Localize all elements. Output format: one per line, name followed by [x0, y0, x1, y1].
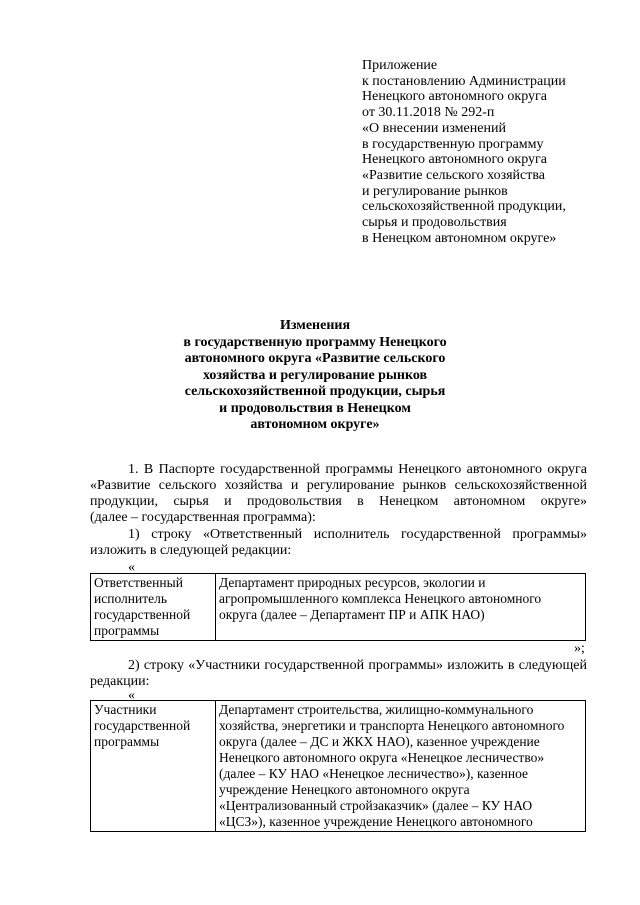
appendix-line: и регулирование рынков [362, 183, 508, 199]
appendix-line: в государственную программу [362, 136, 544, 152]
appendix-line: в Ненецком автономном округе» [362, 230, 557, 246]
paragraph-line: «Развитие сельского хозяйства и регулирование рынков сельскохозяйственной [90, 478, 587, 493]
paragraph-line: 2) строку «Участники государственной программы» изложить в следующей [128, 658, 587, 673]
item-1-paragraph [90, 527, 587, 559]
appendix-line: Ненецкого автономного округа [362, 152, 547, 168]
section-1-paragraph [90, 462, 587, 526]
appendix-header [362, 58, 632, 246]
item-2-paragraph [90, 658, 587, 690]
quote-close-mark: »; [574, 641, 585, 656]
item-1-table [90, 573, 586, 641]
title-line: автономного округа «Развитие сельского [184, 351, 446, 366]
paragraph-line: продукции, сырья и продовольствия в Ненецком автономном округе» [90, 494, 587, 509]
appendix-line: сырья и продовольствия [362, 215, 507, 231]
title-line: Изменения [279, 318, 351, 333]
appendix-line: к постановлению Администрации [362, 73, 566, 89]
table-cell-value: Департамент природных ресурсов, экологии и агропромышленного комплекса Ненецкого автономного округа (далее – Департамент ПР и АПК НАО) [216, 574, 586, 641]
appendix-line: Приложение [362, 58, 438, 73]
quote-open-mark: « [128, 688, 135, 703]
paragraph-line: 1. В Паспорте государственной программы Ненецкого автономного округа [128, 462, 587, 477]
appendix-line: «О внесении изменений [362, 120, 506, 136]
appendix-line: сельскохозяйственной продукции, [362, 199, 566, 215]
title-line: сельскохозяйственной продукции, сырья [184, 384, 446, 399]
quote-open-mark: « [128, 560, 135, 575]
title-line: и продовольствия в Ненецком [219, 400, 411, 416]
appendix-line: Ненецкого автономного округа [362, 89, 547, 105]
appendix-line: от 30.11.2018 № 292-п [362, 105, 495, 121]
table-cell-label: Ответственный исполнитель государственной программы [91, 574, 216, 641]
paragraph-line: (далее – государственная программа): [90, 510, 316, 525]
table-cell-value: Департамент строительства, жилищно-коммунального хозяйства, энергетики и транспорта Ненецкого автономного округа (далее – ДС и ЖКХ НАО), казенное учреждение Ненецкого автономного округа «Ненецкое лесничество» (далее – КУ НАО «Ненецкое лесничество»), казенное учреждение Ненецкого автономного округа «Централизованный стройзаказчик» (далее – КУ НАО «ЦСЗ»), казенное учреждение Ненецкого автономного [216, 701, 586, 832]
paragraph-line: редакции: [90, 674, 150, 689]
table-row [91, 574, 586, 641]
title-line: автономном округе» [250, 417, 380, 432]
paragraph-line: 1) строку «Ответственный исполнитель государственной программы» [128, 527, 587, 542]
paragraph-line: изложить в следующей редакции: [90, 543, 292, 558]
title-line: в государственную программу Ненецкого [183, 334, 447, 350]
table-cell-label: Участники государственной программы [91, 701, 216, 832]
item-2-table [90, 700, 586, 832]
appendix-line: «Развитие сельского хозяйства [362, 167, 546, 183]
document-title [150, 318, 480, 434]
table-row [91, 701, 586, 832]
title-line: хозяйства и регулирование рынков [202, 367, 428, 383]
